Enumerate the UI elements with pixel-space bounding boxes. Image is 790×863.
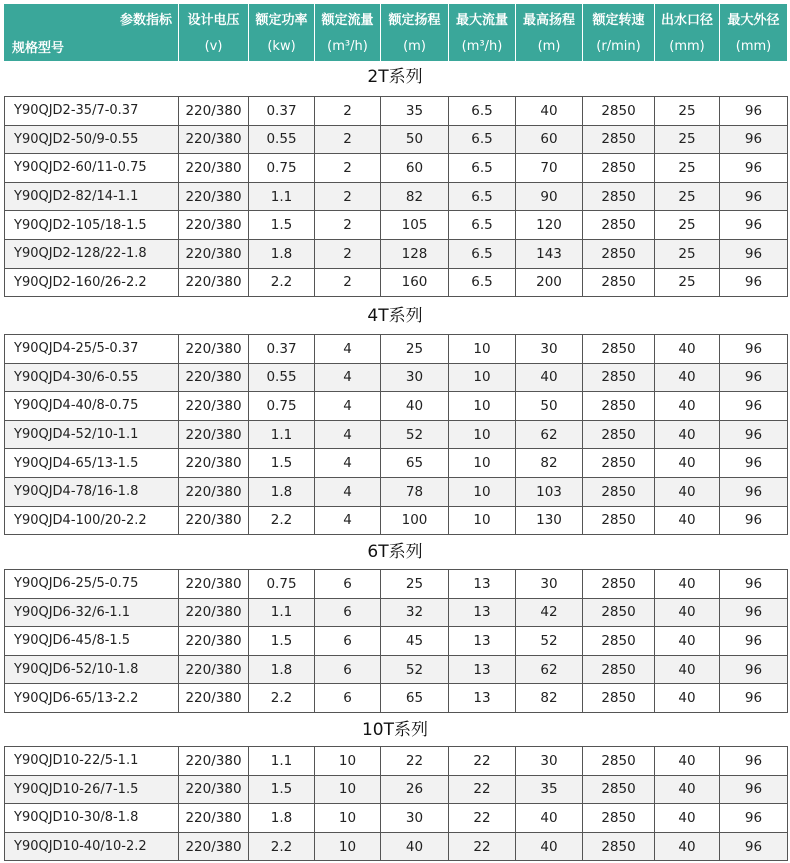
table-row xyxy=(5,570,788,599)
value-cell: 220/380 xyxy=(179,420,249,449)
model-cell: Y90QJD4-40/8-0.75 xyxy=(5,392,179,421)
value-cell: 2850 xyxy=(583,477,655,506)
column-unit: (r/min) xyxy=(582,33,654,62)
value-cell: 4 xyxy=(315,420,381,449)
value-cell: 2850 xyxy=(583,655,655,684)
value-cell: 10 xyxy=(449,392,516,421)
table-row xyxy=(5,627,788,656)
value-cell: 62 xyxy=(516,655,583,684)
value-cell: 22 xyxy=(381,747,449,776)
value-cell: 220/380 xyxy=(179,97,249,126)
value-cell: 10 xyxy=(449,477,516,506)
value-cell: 220/380 xyxy=(179,598,249,627)
value-cell: 0.37 xyxy=(249,97,315,126)
value-cell: 220/380 xyxy=(179,477,249,506)
value-cell: 2 xyxy=(315,239,381,268)
value-cell: 2850 xyxy=(583,449,655,478)
value-cell: 45 xyxy=(381,627,449,656)
value-cell: 40 xyxy=(381,392,449,421)
value-cell: 40 xyxy=(381,832,449,861)
value-cell: 96 xyxy=(720,239,788,268)
value-cell: 25 xyxy=(655,239,720,268)
value-cell: 2.2 xyxy=(249,506,315,535)
value-cell: 2 xyxy=(315,182,381,211)
value-cell: 60 xyxy=(381,154,449,183)
column-name: 设计电压 xyxy=(178,4,248,33)
column-name: 最大流量 xyxy=(448,4,515,33)
value-cell: 2.2 xyxy=(249,684,315,713)
value-cell: 6 xyxy=(315,598,381,627)
value-cell: 30 xyxy=(381,804,449,833)
value-cell: 1.8 xyxy=(249,655,315,684)
value-cell: 2850 xyxy=(583,506,655,535)
value-cell: 6.5 xyxy=(449,125,516,154)
value-cell: 96 xyxy=(720,420,788,449)
model-cell: Y90QJD2-82/14-1.1 xyxy=(5,182,179,211)
model-cell: Y90QJD2-160/26-2.2 xyxy=(5,268,179,297)
table-row xyxy=(5,363,788,392)
column-unit: (m) xyxy=(515,33,582,62)
value-cell: 35 xyxy=(516,775,583,804)
value-cell: 2 xyxy=(315,97,381,126)
value-cell: 42 xyxy=(516,598,583,627)
value-cell: 96 xyxy=(720,655,788,684)
value-cell: 96 xyxy=(720,125,788,154)
table-row xyxy=(5,655,788,684)
value-cell: 65 xyxy=(381,684,449,713)
value-cell: 40 xyxy=(655,747,720,776)
value-cell: 96 xyxy=(720,775,788,804)
value-cell: 40 xyxy=(655,392,720,421)
value-cell: 6.5 xyxy=(449,182,516,211)
value-cell: 2.2 xyxy=(249,832,315,861)
value-cell: 10 xyxy=(449,363,516,392)
value-cell: 40 xyxy=(655,449,720,478)
table-row xyxy=(5,211,788,240)
value-cell: 2850 xyxy=(583,125,655,154)
table-row xyxy=(5,477,788,506)
column-unit: (m³/h) xyxy=(314,33,380,62)
value-cell: 6.5 xyxy=(449,154,516,183)
value-cell: 220/380 xyxy=(179,154,249,183)
value-cell: 10 xyxy=(449,449,516,478)
value-cell: 10 xyxy=(449,335,516,364)
column-unit: (m) xyxy=(380,33,448,62)
value-cell: 1.5 xyxy=(249,627,315,656)
value-cell: 220/380 xyxy=(179,182,249,211)
value-cell: 96 xyxy=(720,598,788,627)
value-cell: 70 xyxy=(516,154,583,183)
value-cell: 65 xyxy=(381,449,449,478)
value-cell: 220/380 xyxy=(179,363,249,392)
model-cell: Y90QJD2-50/9-0.55 xyxy=(5,125,179,154)
table-row xyxy=(5,154,788,183)
series-table xyxy=(4,569,788,713)
value-cell: 2850 xyxy=(583,268,655,297)
value-cell: 96 xyxy=(720,97,788,126)
value-cell: 1.8 xyxy=(249,239,315,268)
value-cell: 96 xyxy=(720,392,788,421)
value-cell: 2 xyxy=(315,125,381,154)
value-cell: 1.1 xyxy=(249,747,315,776)
model-cell: Y90QJD4-65/13-1.5 xyxy=(5,449,179,478)
value-cell: 2850 xyxy=(583,239,655,268)
value-cell: 40 xyxy=(655,477,720,506)
value-cell: 220/380 xyxy=(179,775,249,804)
model-cell: Y90QJD10-22/5-1.1 xyxy=(5,747,179,776)
value-cell: 0.75 xyxy=(249,570,315,599)
value-cell: 96 xyxy=(720,363,788,392)
value-cell: 6 xyxy=(315,684,381,713)
table-row xyxy=(5,268,788,297)
value-cell: 1.1 xyxy=(249,420,315,449)
series-title: 2T系列 xyxy=(367,67,423,87)
value-cell: 103 xyxy=(516,477,583,506)
table-row xyxy=(5,239,788,268)
value-cell: 40 xyxy=(655,684,720,713)
value-cell: 6.5 xyxy=(449,211,516,240)
value-cell: 220/380 xyxy=(179,655,249,684)
model-cell: Y90QJD6-52/10-1.8 xyxy=(5,655,179,684)
value-cell: 40 xyxy=(516,804,583,833)
value-cell: 96 xyxy=(720,747,788,776)
value-cell: 40 xyxy=(516,832,583,861)
model-cell: Y90QJD4-78/16-1.8 xyxy=(5,477,179,506)
model-cell: Y90QJD4-30/6-0.55 xyxy=(5,363,179,392)
value-cell: 1.5 xyxy=(249,211,315,240)
value-cell: 6 xyxy=(315,655,381,684)
value-cell: 220/380 xyxy=(179,449,249,478)
column-name: 最高扬程 xyxy=(515,4,582,33)
value-cell: 62 xyxy=(516,420,583,449)
value-cell: 25 xyxy=(655,182,720,211)
value-cell: 13 xyxy=(449,570,516,599)
header-corner-cell xyxy=(4,4,178,61)
column-unit: (mm) xyxy=(719,33,787,62)
column-name: 额定转速 xyxy=(582,4,654,33)
model-cell: Y90QJD4-52/10-1.1 xyxy=(5,420,179,449)
series-title: 4T系列 xyxy=(367,306,423,326)
table-row xyxy=(5,449,788,478)
value-cell: 13 xyxy=(449,598,516,627)
table-row xyxy=(5,775,788,804)
value-cell: 96 xyxy=(720,335,788,364)
value-cell: 30 xyxy=(516,335,583,364)
value-cell: 6.5 xyxy=(449,239,516,268)
value-cell: 1.8 xyxy=(249,804,315,833)
column-unit: (mm) xyxy=(654,33,719,62)
value-cell: 220/380 xyxy=(179,506,249,535)
value-cell: 2850 xyxy=(583,97,655,126)
table-row xyxy=(5,804,788,833)
value-cell: 2850 xyxy=(583,211,655,240)
value-cell: 10 xyxy=(315,832,381,861)
column-unit: (kw) xyxy=(248,33,314,62)
value-cell: 60 xyxy=(516,125,583,154)
value-cell: 10 xyxy=(315,747,381,776)
value-cell: 22 xyxy=(449,832,516,861)
value-cell: 200 xyxy=(516,268,583,297)
value-cell: 4 xyxy=(315,363,381,392)
value-cell: 52 xyxy=(516,627,583,656)
value-cell: 143 xyxy=(516,239,583,268)
value-cell: 96 xyxy=(720,570,788,599)
value-cell: 160 xyxy=(381,268,449,297)
value-cell: 96 xyxy=(720,154,788,183)
value-cell: 220/380 xyxy=(179,268,249,297)
value-cell: 25 xyxy=(655,125,720,154)
model-cell: Y90QJD10-40/10-2.2 xyxy=(5,832,179,861)
value-cell: 13 xyxy=(449,627,516,656)
value-cell: 2850 xyxy=(583,684,655,713)
value-cell: 40 xyxy=(655,775,720,804)
value-cell: 13 xyxy=(449,655,516,684)
value-cell: 2850 xyxy=(583,747,655,776)
table-row xyxy=(5,125,788,154)
model-cell: Y90QJD4-100/20-2.2 xyxy=(5,506,179,535)
value-cell: 2850 xyxy=(583,154,655,183)
table-row xyxy=(5,832,788,861)
value-cell: 96 xyxy=(720,627,788,656)
table-row xyxy=(5,506,788,535)
value-cell: 220/380 xyxy=(179,747,249,776)
value-cell: 4 xyxy=(315,392,381,421)
column-name: 出水口径 xyxy=(654,4,719,33)
model-cell: Y90QJD2-128/22-1.8 xyxy=(5,239,179,268)
corner-top-label: 参数指标 xyxy=(119,13,172,28)
value-cell: 2850 xyxy=(583,804,655,833)
value-cell: 0.75 xyxy=(249,154,315,183)
value-cell: 25 xyxy=(655,154,720,183)
value-cell: 1.5 xyxy=(249,449,315,478)
value-cell: 6.5 xyxy=(449,268,516,297)
value-cell: 1.5 xyxy=(249,775,315,804)
value-cell: 10 xyxy=(449,506,516,535)
value-cell: 40 xyxy=(655,832,720,861)
table-row xyxy=(5,392,788,421)
value-cell: 22 xyxy=(449,804,516,833)
value-cell: 220/380 xyxy=(179,211,249,240)
value-cell: 96 xyxy=(720,832,788,861)
value-cell: 40 xyxy=(655,804,720,833)
value-cell: 40 xyxy=(655,335,720,364)
value-cell: 40 xyxy=(655,627,720,656)
column-unit: (m³/h) xyxy=(448,33,515,62)
table-row xyxy=(5,747,788,776)
value-cell: 4 xyxy=(315,477,381,506)
value-cell: 1.8 xyxy=(249,477,315,506)
value-cell: 10 xyxy=(449,420,516,449)
table-row xyxy=(5,420,788,449)
value-cell: 0.55 xyxy=(249,363,315,392)
value-cell: 96 xyxy=(720,449,788,478)
value-cell: 220/380 xyxy=(179,570,249,599)
series-table xyxy=(4,746,788,861)
value-cell: 40 xyxy=(655,420,720,449)
value-cell: 10 xyxy=(315,775,381,804)
model-cell: Y90QJD6-25/5-0.75 xyxy=(5,570,179,599)
model-cell: Y90QJD10-26/7-1.5 xyxy=(5,775,179,804)
value-cell: 2850 xyxy=(583,832,655,861)
value-cell: 82 xyxy=(381,182,449,211)
header-row-names xyxy=(4,4,787,33)
value-cell: 25 xyxy=(381,335,449,364)
table-row xyxy=(5,684,788,713)
value-cell: 220/380 xyxy=(179,335,249,364)
value-cell: 25 xyxy=(655,97,720,126)
header-table xyxy=(4,4,787,61)
value-cell: 96 xyxy=(720,506,788,535)
table-row xyxy=(5,335,788,364)
value-cell: 128 xyxy=(381,239,449,268)
value-cell: 90 xyxy=(516,182,583,211)
value-cell: 220/380 xyxy=(179,627,249,656)
value-cell: 2 xyxy=(315,268,381,297)
value-cell: 2850 xyxy=(583,363,655,392)
value-cell: 220/380 xyxy=(179,804,249,833)
value-cell: 2850 xyxy=(583,335,655,364)
value-cell: 6 xyxy=(315,627,381,656)
value-cell: 96 xyxy=(720,477,788,506)
series-title: 10T系列 xyxy=(361,720,429,740)
table-row xyxy=(5,182,788,211)
value-cell: 2850 xyxy=(583,182,655,211)
column-name: 最大外径 xyxy=(719,4,787,33)
value-cell: 30 xyxy=(516,747,583,776)
model-cell: Y90QJD6-32/6-1.1 xyxy=(5,598,179,627)
model-cell: Y90QJD6-45/8-1.5 xyxy=(5,627,179,656)
value-cell: 220/380 xyxy=(179,832,249,861)
value-cell: 2850 xyxy=(583,775,655,804)
model-cell: Y90QJD2-35/7-0.37 xyxy=(5,97,179,126)
table-row xyxy=(5,97,788,126)
value-cell: 4 xyxy=(315,449,381,478)
value-cell: 0.37 xyxy=(249,335,315,364)
value-cell: 120 xyxy=(516,211,583,240)
model-cell: Y90QJD2-105/18-1.5 xyxy=(5,211,179,240)
value-cell: 4 xyxy=(315,506,381,535)
value-cell: 30 xyxy=(516,570,583,599)
value-cell: 50 xyxy=(516,392,583,421)
value-cell: 105 xyxy=(381,211,449,240)
model-cell: Y90QJD6-65/13-2.2 xyxy=(5,684,179,713)
value-cell: 82 xyxy=(516,449,583,478)
value-cell: 220/380 xyxy=(179,239,249,268)
column-name: 额定扬程 xyxy=(380,4,448,33)
value-cell: 2850 xyxy=(583,598,655,627)
value-cell: 32 xyxy=(381,598,449,627)
value-cell: 40 xyxy=(655,363,720,392)
value-cell: 10 xyxy=(315,804,381,833)
column-unit: (v) xyxy=(178,33,248,62)
model-cell: Y90QJD2-60/11-0.75 xyxy=(5,154,179,183)
value-cell: 1.1 xyxy=(249,598,315,627)
value-cell: 25 xyxy=(655,211,720,240)
value-cell: 40 xyxy=(655,655,720,684)
value-cell: 52 xyxy=(381,420,449,449)
column-name: 额定功率 xyxy=(248,4,314,33)
value-cell: 2.2 xyxy=(249,268,315,297)
value-cell: 40 xyxy=(655,598,720,627)
value-cell: 40 xyxy=(655,570,720,599)
value-cell: 220/380 xyxy=(179,392,249,421)
value-cell: 40 xyxy=(655,506,720,535)
value-cell: 22 xyxy=(449,747,516,776)
corner-bottom-label: 规格型号 xyxy=(12,41,65,57)
value-cell: 96 xyxy=(720,804,788,833)
value-cell: 2850 xyxy=(583,420,655,449)
value-cell: 26 xyxy=(381,775,449,804)
value-cell: 50 xyxy=(381,125,449,154)
value-cell: 2 xyxy=(315,154,381,183)
value-cell: 6 xyxy=(315,570,381,599)
value-cell: 22 xyxy=(449,775,516,804)
value-cell: 2850 xyxy=(583,392,655,421)
value-cell: 52 xyxy=(381,655,449,684)
value-cell: 96 xyxy=(720,268,788,297)
model-cell: Y90QJD4-25/5-0.37 xyxy=(5,335,179,364)
model-cell: Y90QJD10-30/8-1.8 xyxy=(5,804,179,833)
table-row xyxy=(5,598,788,627)
value-cell: 0.75 xyxy=(249,392,315,421)
value-cell: 40 xyxy=(516,97,583,126)
value-cell: 130 xyxy=(516,506,583,535)
value-cell: 96 xyxy=(720,211,788,240)
value-cell: 82 xyxy=(516,684,583,713)
series-table xyxy=(4,334,788,535)
value-cell: 25 xyxy=(655,268,720,297)
value-cell: 2850 xyxy=(583,627,655,656)
value-cell: 2850 xyxy=(583,570,655,599)
value-cell: 78 xyxy=(381,477,449,506)
value-cell: 0.55 xyxy=(249,125,315,154)
value-cell: 1.1 xyxy=(249,182,315,211)
value-cell: 40 xyxy=(516,363,583,392)
value-cell: 25 xyxy=(381,570,449,599)
series-table xyxy=(4,96,788,297)
value-cell: 6.5 xyxy=(449,97,516,126)
value-cell: 96 xyxy=(720,182,788,211)
series-title: 6T系列 xyxy=(367,542,423,562)
value-cell: 13 xyxy=(449,684,516,713)
value-cell: 100 xyxy=(381,506,449,535)
value-cell: 35 xyxy=(381,97,449,126)
value-cell: 4 xyxy=(315,335,381,364)
column-name: 额定流量 xyxy=(314,4,380,33)
value-cell: 96 xyxy=(720,684,788,713)
value-cell: 30 xyxy=(381,363,449,392)
value-cell: 220/380 xyxy=(179,684,249,713)
value-cell: 220/380 xyxy=(179,125,249,154)
value-cell: 2 xyxy=(315,211,381,240)
